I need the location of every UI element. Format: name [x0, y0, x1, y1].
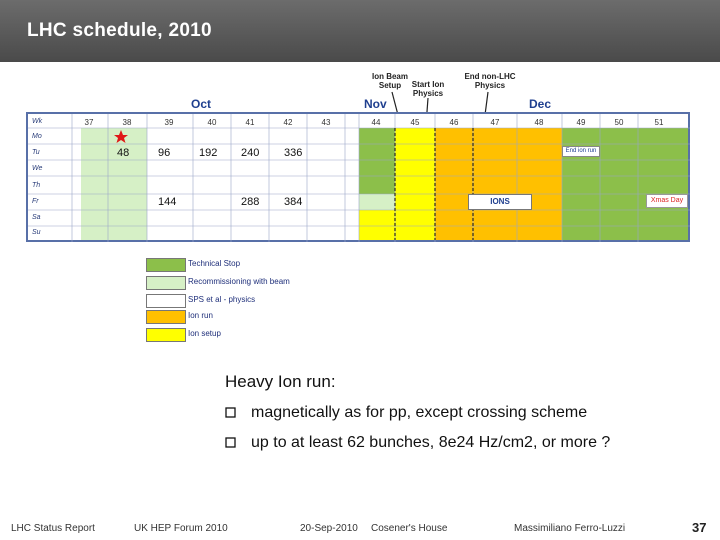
month-oct: Oct — [191, 97, 212, 111]
bullet-text: up to at least 62 bunches, 8e24 Hz/cm2, or more ? — [251, 434, 611, 451]
week-49: 49 — [576, 118, 586, 127]
week-46: 46 — [449, 118, 459, 127]
day-label-mo: Mo — [32, 133, 42, 140]
week-43: 43 — [321, 118, 331, 127]
legend-label: Ion setup — [188, 329, 221, 338]
star-icon — [114, 130, 128, 144]
schedule-figure — [26, 60, 690, 245]
week-50: 50 — [614, 118, 624, 127]
bunch-number: 48 — [117, 147, 130, 159]
day-label-su: Su — [32, 229, 41, 236]
bunch-number: 336 — [284, 147, 303, 159]
footer-report: LHC Status Report — [11, 523, 95, 534]
legend-swatch — [146, 328, 186, 342]
day-label-th: Th — [32, 182, 41, 189]
week-38: 38 — [122, 118, 132, 127]
week-42: 42 — [283, 118, 293, 127]
day-label-tu: Tu — [32, 149, 40, 156]
week-44: 44 — [371, 118, 381, 127]
day-label-wk: Wk — [32, 118, 43, 125]
legend-swatch — [146, 294, 186, 308]
bunch-number: 144 — [158, 196, 177, 208]
slide-title: LHC schedule, 2010 — [27, 20, 212, 41]
legend-label: SPS et al - physics — [188, 295, 256, 304]
week-40: 40 — [207, 118, 217, 127]
schedule-grid — [26, 112, 690, 242]
annotation-start-ion-physics: Start Ion Physics — [411, 80, 445, 98]
footer-forum: UK HEP Forum 2010 — [134, 523, 228, 534]
legend-label: Recommissioning with beam — [188, 277, 290, 286]
annotation-ion-beam-setup: Ion Beam Setup — [371, 72, 408, 90]
footer-venue: Cosener's House — [371, 523, 448, 534]
end-ion-run-box: End ion run — [562, 146, 600, 157]
bullet-heading: Heavy Ion run: — [225, 372, 336, 391]
day-label-sa: Sa — [32, 214, 41, 221]
xmas-box: Xmas Day — [646, 194, 688, 208]
footer-author: Massimiliano Ferro-Luzzi — [514, 523, 626, 534]
annotation-end-non-lhc-physics: End non-LHC Physics — [464, 72, 516, 90]
legend-swatch — [146, 276, 186, 290]
day-label-we: We — [32, 165, 43, 172]
month-dec: Dec — [529, 97, 552, 111]
week-47: 47 — [490, 118, 500, 127]
week-48: 48 — [534, 118, 544, 127]
bunch-number: 192 — [199, 147, 218, 159]
bullet-text: magnetically as for pp, except crossing scheme — [251, 404, 588, 421]
week-37: 37 — [84, 118, 94, 127]
checkbox-bullet-icon — [225, 437, 236, 448]
checkbox-bullet-icon — [225, 407, 236, 418]
bunch-number: 96 — [158, 147, 171, 159]
week-51: 51 — [654, 118, 664, 127]
legend-label: Technical Stop — [188, 259, 241, 268]
legend-label: Ion run — [188, 311, 213, 320]
week-45: 45 — [410, 118, 420, 127]
bullet-text-block — [225, 372, 611, 451]
footer-date: 20-Sep-2010 — [300, 523, 358, 534]
bunch-number: 384 — [284, 196, 303, 208]
month-nov: Nov — [364, 97, 387, 111]
legend-swatch — [146, 258, 186, 272]
ions-box: IONS — [468, 194, 532, 210]
bunch-number: 240 — [241, 147, 260, 159]
day-label-fr: Fr — [32, 198, 39, 205]
bunch-number: 288 — [241, 196, 260, 208]
page-number: 37 — [692, 520, 707, 535]
title-bar — [0, 0, 720, 62]
week-41: 41 — [245, 118, 255, 127]
legend-swatch — [146, 310, 186, 324]
week-39: 39 — [164, 118, 174, 127]
